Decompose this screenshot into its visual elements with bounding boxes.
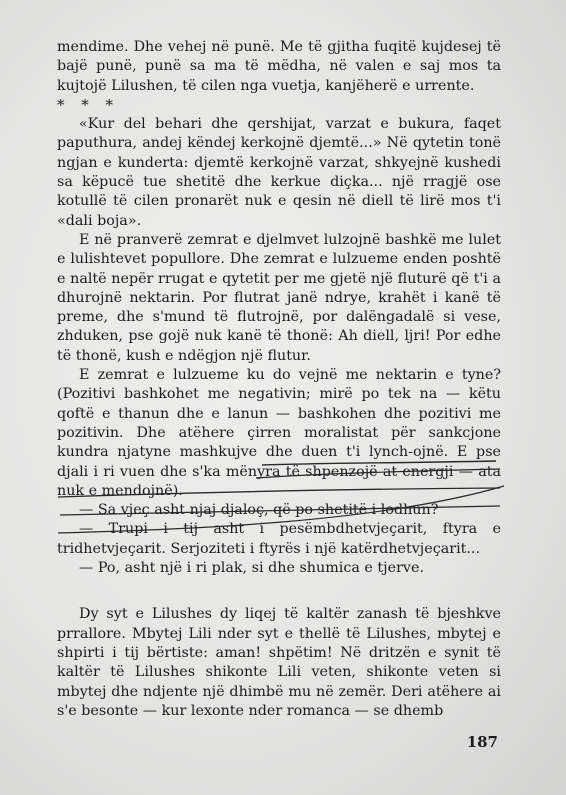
paragraph-4: Dy syt e Lilushes dy liqej të kaltër zanash të bjeshkve prrallore. Mbytej Lili nder syt e thellë të Lilushes, mbytej e shpirti i tij bërtiste: aman! shpëtim! Në dritzën e synit të kaltër të Lilushes shikonte Lili veten, shikonte veten si mbytej dhe ndjente një dhimbë mu në zemër. Deri atëhere ai s'e besonte — kur lexonte nder romanca — se dhemb xyxy=(57,606,501,719)
page-body xyxy=(57,38,501,721)
opening-paragraph: mendime. Dhe vehej në punë. Me të gjitha fuqitë kujdesej të bajë punë, punë sa ma të mëdha, në valen e saj mos ta kujtojë Lilushen, të cilen nga vuetja, kanjëherë e urrente. xyxy=(57,39,501,94)
section-separator: * * * xyxy=(57,95,120,114)
dialogue-line-1: — Sa vjeç asht njaj djaloç, që po shetitë i lodhun? xyxy=(79,502,439,519)
paragraph-2: E në pranverë zemrat e djelmvet lulzojnë bashkë me lulet e lulishtevet popullore. Dhe zemrat e lulzueme enden poshtë e naltë nepër rrugat e qytetit per me gjetë një fluturë që t'i a dhurojnë nektarin. Por flutrat janë ndrye, krahët i kanë të preme, dhe s'mund të flutrojnë, por dalëngadalë si vese, zhduken, pse gojë nuk kanë të thonë: Ah diell, ljri! Por edhe të thonë, kush e ndëgjon një flutur. xyxy=(57,231,501,364)
paragraph-3: E zemrat e lulzueme ku do vejnë me nektarin e tyne? (Pozitivi bashkohet me negativin; mirë po tek na — këtu qoftë e thanun dhe e lanun — bashkohen dhe pozitivi me pozitivin. Dhe atëhere çirren moralistat për sankcjone kundra njatyne mashkujve dhe duen t'i lynch-ojnë. E pse djali i ri vuen dhe s'ka mënyra të shpenzojë at energji — ata nuk e mendojnë). xyxy=(57,367,501,499)
dialogue-line-3: — Po, asht një i ri plak, si dhe shumica e tjerve. xyxy=(79,560,424,577)
page-number: 187 xyxy=(466,733,498,751)
section-gap xyxy=(57,578,501,605)
dialogue-line-2: — Trupi i tij asht i pesëmbdhetvjeçarit, ftyra e tridhetvjeçarit. Serjoziteti i ftyrës i një katërdhetvjeçarit... xyxy=(57,521,501,557)
paragraph-1: «Kur del behari dhe qershijat, varzat e bukura, faqet paputhura, andej këndej kerkojnë djemtë...» Në qytetin tonë ngjan e kunderta: djemtë kerkojnë varzat, shkyejnë kushedi sa këpucë tue shetitë dhe kerkue diçka... një rragjë ose kotullë të cilen pronarët nuk e qesin në diell të lirë mos t'i «dali boja». xyxy=(57,116,501,229)
